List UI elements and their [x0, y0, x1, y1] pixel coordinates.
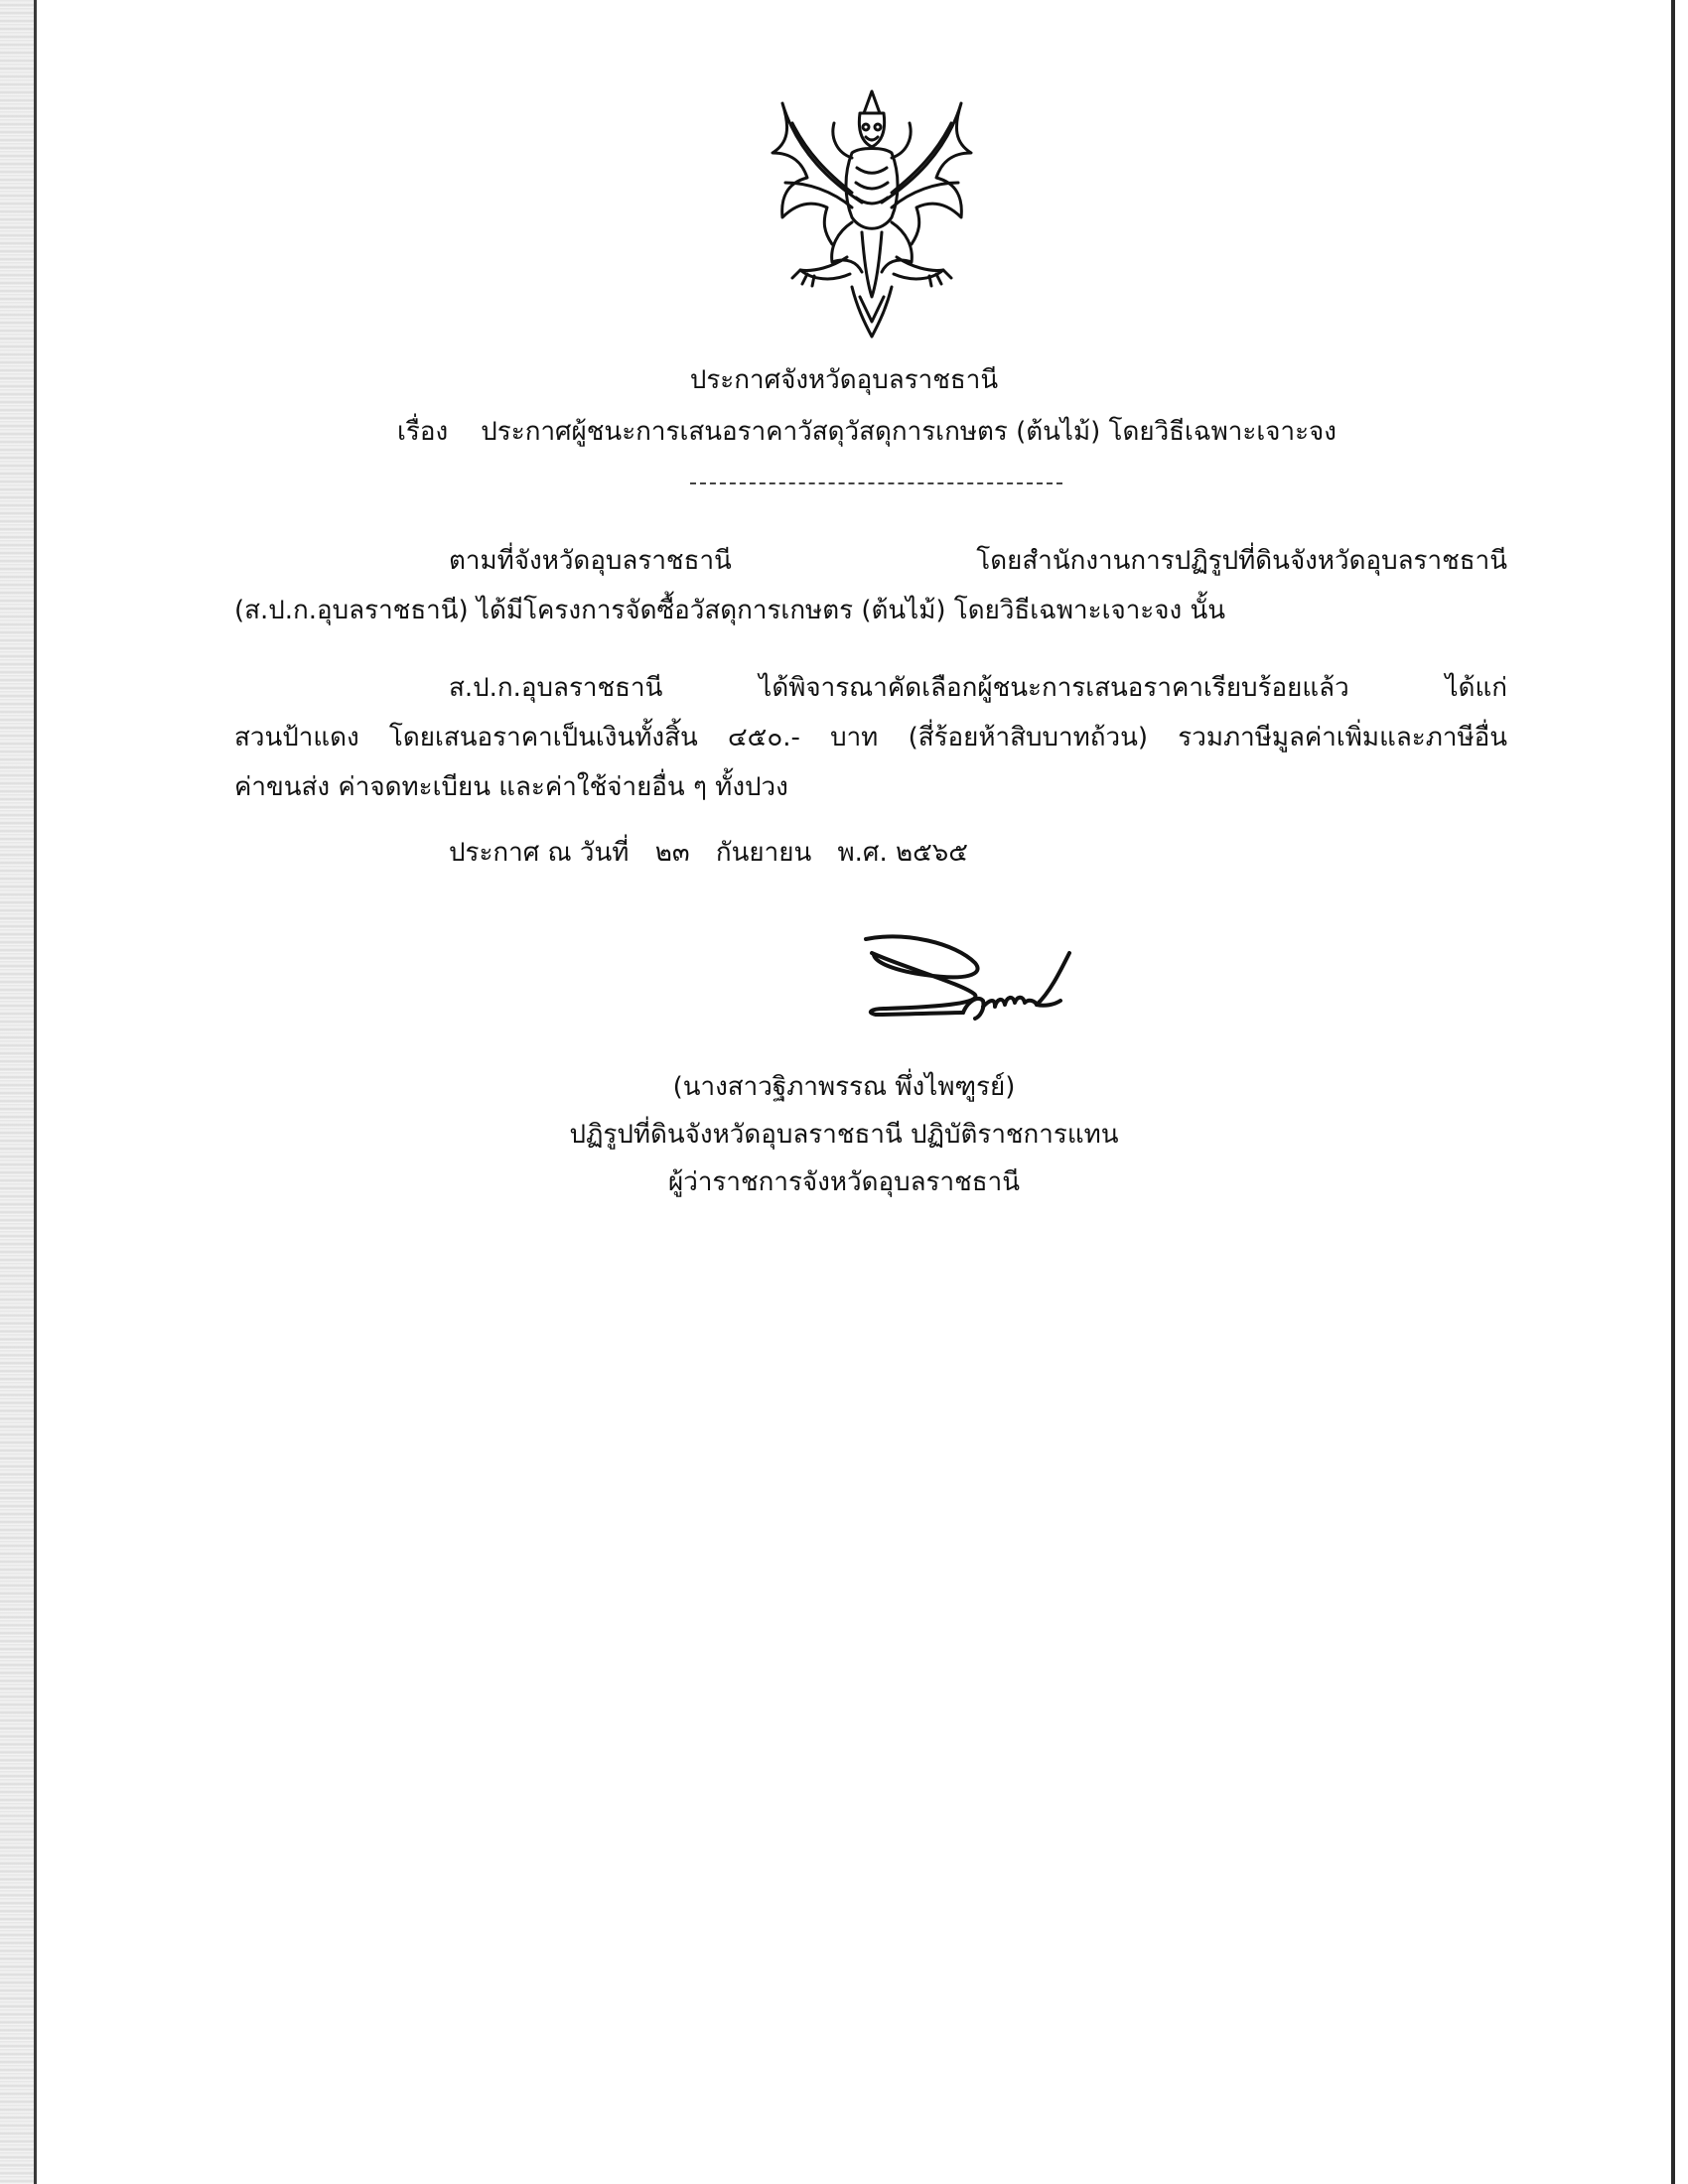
paragraph2-line1: ส.ป.ก.อุบลราชธานี ได้พิจารณาคัดเลือกผู้ชนะการเสนอราคาเรียบร้อยแล้ว ได้แก่ [449, 673, 1507, 703]
date-prefix: ประกาศ ณ วันที่ [449, 838, 630, 868]
title-divider [690, 482, 1062, 484]
signer-position-line2: ผู้ว่าราชการจังหวัดอุบลราชธานี [667, 1167, 1020, 1197]
subject-label: เรื่อง [397, 417, 449, 447]
paragraph2-line2: สวนป้าแดง โดยเสนอราคาเป็นเงินทั้งสิ้น ๔๕๐.- บาท (สี่ร้อยห้าสิบบาทถ้วน) รวมภาษีมูลค่าเพิ่มและภาษีอื่น [234, 723, 1507, 752]
subject-text: ประกาศผู้ชนะการเสนอราคาวัสดุวัสดุการเกษตร (ต้นไม้) โดยวิธีเฉพาะเจาะจง [481, 417, 1336, 447]
date-year: พ.ศ. ๒๕๖๕ [837, 838, 968, 868]
signer-position-line1: ปฏิรูปที่ดินจังหวัดอุบลราชธานี ปฏิบัติราชการแทน [569, 1120, 1119, 1150]
date-month: กันยายน [715, 838, 812, 868]
date-day: ๒๓ [654, 838, 690, 868]
document-title: ประกาศจังหวัดอุบลราชธานี [689, 365, 999, 395]
paragraph1-line2: (ส.ป.ก.อุบลราชธานี) ได้มีโครงการจัดซื้อวัสดุการเกษตร (ต้นไม้) โดยวิธีเฉพาะเจาะจง นั้น [234, 596, 1226, 625]
signer-name: (นางสาวฐิภาพรรณ พึ่งไพฑูรย์) [672, 1072, 1016, 1102]
garuda-emblem-icon [753, 83, 991, 351]
handwritten-signature-icon [846, 923, 1094, 1042]
paragraph1-line1: ตามที่จังหวัดอุบลราชธานี โดยสำนักงานการปฏิรูปที่ดินจังหวัดอุบลราชธานี [449, 546, 1507, 576]
paragraph-announcement [234, 536, 1507, 635]
paragraph2-line3: ค่าขนส่ง ค่าจดทะเบียน และค่าใช้จ่ายอื่น ๆ ทั้งปวง [234, 772, 788, 802]
subject-line [397, 415, 1336, 449]
paragraph-winner [234, 663, 1507, 812]
announcement-date [449, 836, 986, 870]
